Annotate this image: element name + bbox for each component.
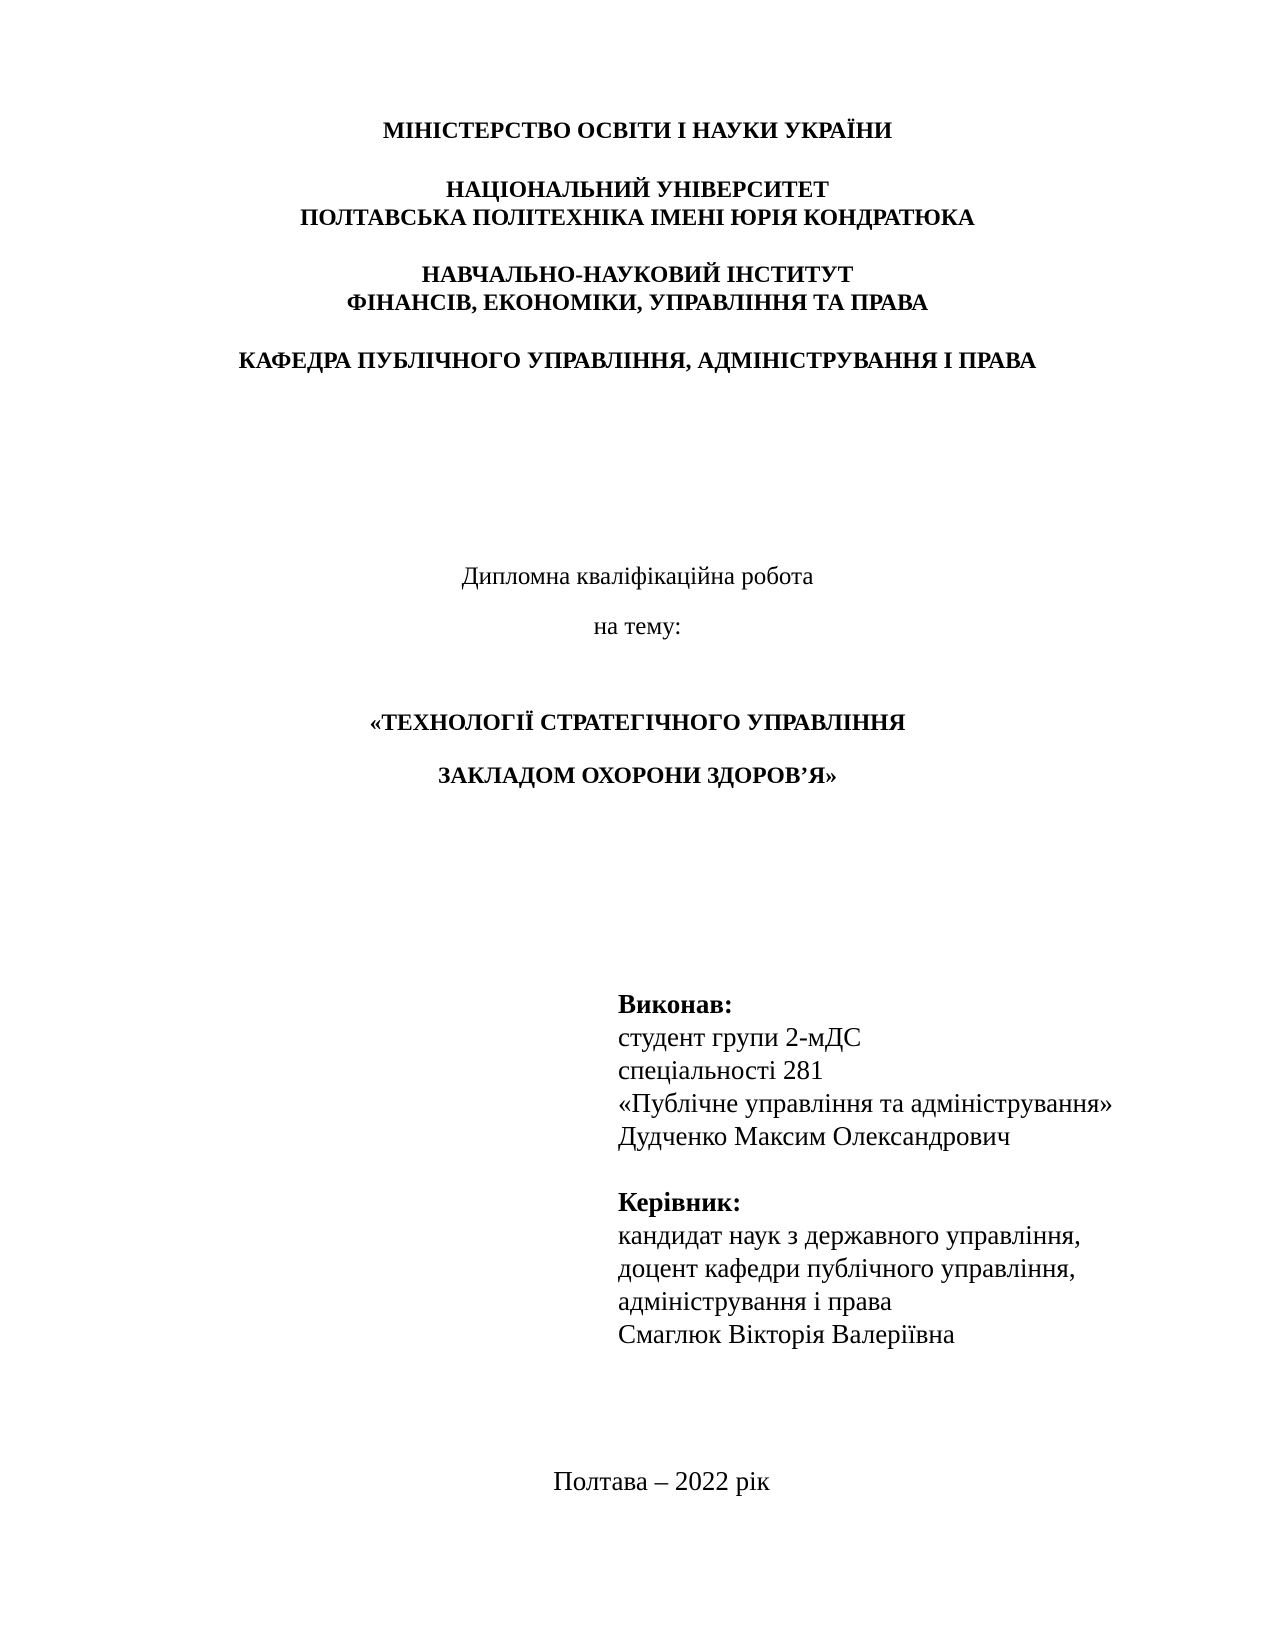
university-heading-line1: НАЦІОНАЛЬНИЙ УНІВЕРСИТЕТ: [446, 177, 829, 203]
author-specialty: спеціальності 281: [618, 1055, 824, 1085]
supervisor-degree: кандидат наук з державного управління,: [618, 1220, 1081, 1250]
department-heading: КАФЕДРА ПУБЛІЧНОГО УПРАВЛІННЯ, АДМІНІСТРУВАННЯ І ПРАВА: [238, 348, 1037, 374]
institute-heading-line1: НАВЧАЛЬНО-НАУКОВИЙ ІНСТИТУТ: [421, 262, 854, 288]
topic-label: на тему:: [593, 613, 682, 640]
university-heading-line2: ПОЛТАВСЬКА ПОЛІТЕХНІКА ІМЕНІ ЮРІЯ КОНДРАТЮКА: [300, 205, 975, 231]
supervisor-department: адміністрування і права: [618, 1286, 893, 1316]
supervisor-position: доцент кафедри публічного управління,: [618, 1253, 1076, 1283]
work-title-line2: ЗАКЛАДОМ ОХОРОНИ ЗДОРОВ’Я»: [438, 763, 837, 789]
work-title-line1: «ТЕХНОЛОГІЇ СТРАТЕГІЧНОГО УПРАВЛІННЯ: [369, 710, 906, 736]
ministry-heading: МІНІСТЕРСТВО ОСВІТИ І НАУКИ УКРАЇНИ: [382, 118, 893, 144]
author-block: [618, 988, 1113, 1153]
supervisor-label: Керівник:: [618, 1187, 742, 1217]
author-label: Виконав:: [618, 989, 733, 1019]
author-name: Дудченко Максим Олександрович: [618, 1121, 1011, 1151]
supervisor-name: Смаглюк Вікторія Валеріївна: [618, 1319, 955, 1349]
place-year: Полтава – 2022 рік: [553, 1466, 770, 1496]
institute-heading-line2: ФІНАНСІВ, ЕКОНОМІКИ, УПРАВЛІННЯ ТА ПРАВА: [346, 290, 929, 316]
author-program: «Публічне управління та адміністрування»: [618, 1088, 1113, 1118]
author-group: студент групи 2-мДС: [618, 1022, 862, 1052]
work-type: Дипломна кваліфікаційна робота: [461, 563, 814, 590]
supervisor-block: [618, 1186, 1081, 1351]
